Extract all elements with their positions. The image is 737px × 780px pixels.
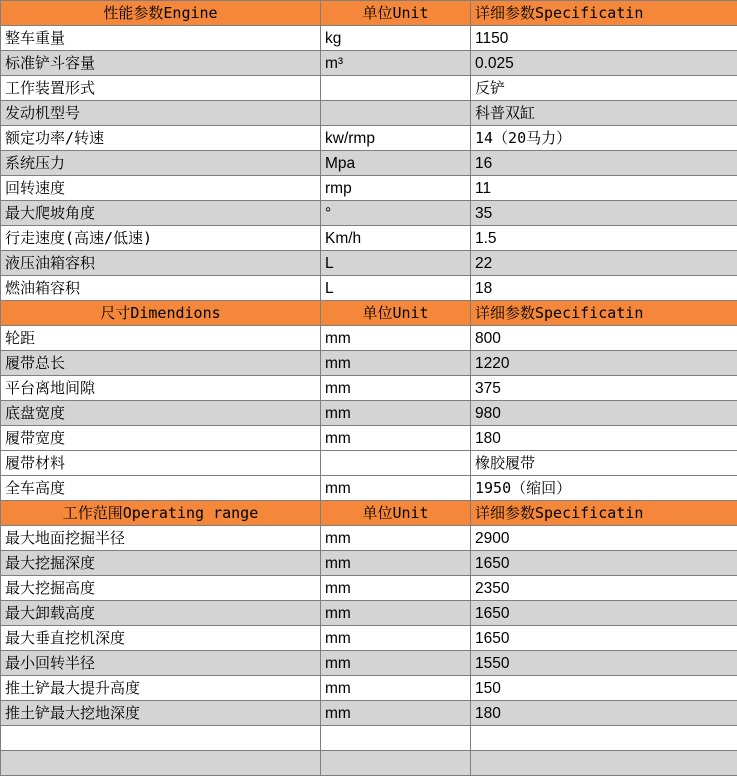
param-name: 额定功率/转速 bbox=[1, 126, 321, 151]
param-name: 最大挖掘高度 bbox=[1, 576, 321, 601]
param-unit: L bbox=[321, 251, 471, 276]
table-row bbox=[1, 126, 737, 151]
param-value: 14（20马力） bbox=[471, 126, 737, 151]
param-unit: mm bbox=[321, 701, 471, 726]
param-name: 平台离地间隙 bbox=[1, 376, 321, 401]
param-name: 发动机型号 bbox=[1, 101, 321, 126]
param-unit: rmp bbox=[321, 176, 471, 201]
table-row bbox=[1, 651, 737, 676]
dimensions-header-row bbox=[1, 301, 737, 326]
table-row bbox=[1, 376, 737, 401]
param-unit bbox=[321, 726, 471, 751]
section-title: 尺寸Dimendions bbox=[1, 301, 321, 326]
unit-header: 单位Unit bbox=[321, 301, 471, 326]
unit-header: 单位Unit bbox=[321, 1, 471, 26]
param-value: 1650 bbox=[471, 551, 737, 576]
param-unit bbox=[321, 101, 471, 126]
param-unit: mm bbox=[321, 626, 471, 651]
param-value bbox=[471, 726, 737, 751]
table-row bbox=[1, 476, 737, 501]
table-row bbox=[1, 201, 737, 226]
param-unit: Km/h bbox=[321, 226, 471, 251]
param-value bbox=[471, 751, 737, 776]
param-unit: mm bbox=[321, 551, 471, 576]
table-row bbox=[1, 701, 737, 726]
param-value: 22 bbox=[471, 251, 737, 276]
param-unit: mm bbox=[321, 476, 471, 501]
param-name bbox=[1, 726, 321, 751]
param-name: 最小回转半径 bbox=[1, 651, 321, 676]
param-value: 1550 bbox=[471, 651, 737, 676]
param-name: 最大卸载高度 bbox=[1, 601, 321, 626]
param-value: 35 bbox=[471, 201, 737, 226]
param-name: 最大地面挖掘半径 bbox=[1, 526, 321, 551]
param-name: 轮距 bbox=[1, 326, 321, 351]
param-unit: ° bbox=[321, 201, 471, 226]
table-row bbox=[1, 76, 737, 101]
param-name: 推土铲最大提升高度 bbox=[1, 676, 321, 701]
param-name: 全车高度 bbox=[1, 476, 321, 501]
param-value: 2900 bbox=[471, 526, 737, 551]
unit-header: 单位Unit bbox=[321, 501, 471, 526]
table-row bbox=[1, 726, 737, 751]
param-name: 燃油箱容积 bbox=[1, 276, 321, 301]
param-value: 980 bbox=[471, 401, 737, 426]
param-value: 800 bbox=[471, 326, 737, 351]
param-name: 履带材料 bbox=[1, 451, 321, 476]
param-name: 推土铲最大挖地深度 bbox=[1, 701, 321, 726]
param-unit: mm bbox=[321, 376, 471, 401]
param-unit: kw/rmp bbox=[321, 126, 471, 151]
param-name: 最大爬坡角度 bbox=[1, 201, 321, 226]
table-row bbox=[1, 176, 737, 201]
param-unit: L bbox=[321, 276, 471, 301]
param-unit: mm bbox=[321, 351, 471, 376]
table-row bbox=[1, 276, 737, 301]
param-value: 18 bbox=[471, 276, 737, 301]
table-row bbox=[1, 101, 737, 126]
table-row bbox=[1, 401, 737, 426]
spec-header: 详细参数Specificatin bbox=[471, 501, 737, 526]
param-value: 反铲 bbox=[471, 76, 737, 101]
param-value: 科普双缸 bbox=[471, 101, 737, 126]
param-name: 工作装置形式 bbox=[1, 76, 321, 101]
table-row bbox=[1, 576, 737, 601]
param-value: 16 bbox=[471, 151, 737, 176]
table-row bbox=[1, 526, 737, 551]
table-row bbox=[1, 751, 737, 776]
param-value: 1650 bbox=[471, 601, 737, 626]
table-row bbox=[1, 676, 737, 701]
param-unit: mm bbox=[321, 426, 471, 451]
table-row bbox=[1, 601, 737, 626]
param-value: 1650 bbox=[471, 626, 737, 651]
param-name: 回转速度 bbox=[1, 176, 321, 201]
spec-header: 详细参数Specificatin bbox=[471, 301, 737, 326]
param-unit: m³ bbox=[321, 51, 471, 76]
spec-table-body bbox=[1, 1, 737, 776]
param-value: 0.025 bbox=[471, 51, 737, 76]
param-unit: mm bbox=[321, 651, 471, 676]
table-row bbox=[1, 26, 737, 51]
param-value: 180 bbox=[471, 426, 737, 451]
param-name: 履带宽度 bbox=[1, 426, 321, 451]
table-row bbox=[1, 151, 737, 176]
param-value: 11 bbox=[471, 176, 737, 201]
param-unit: mm bbox=[321, 401, 471, 426]
param-unit: Mpa bbox=[321, 151, 471, 176]
param-name: 底盘宽度 bbox=[1, 401, 321, 426]
engine-header-row bbox=[1, 1, 737, 26]
param-name: 标准铲斗容量 bbox=[1, 51, 321, 76]
section-title: 工作范围Operating range bbox=[1, 501, 321, 526]
param-name bbox=[1, 751, 321, 776]
param-name: 整车重量 bbox=[1, 26, 321, 51]
param-unit bbox=[321, 751, 471, 776]
param-value: 1150 bbox=[471, 26, 737, 51]
table-row bbox=[1, 326, 737, 351]
param-value: 150 bbox=[471, 676, 737, 701]
param-name: 最大垂直挖机深度 bbox=[1, 626, 321, 651]
table-row bbox=[1, 451, 737, 476]
param-value: 180 bbox=[471, 701, 737, 726]
param-name: 履带总长 bbox=[1, 351, 321, 376]
param-value: 375 bbox=[471, 376, 737, 401]
param-value: 1950（缩回） bbox=[471, 476, 737, 501]
param-value: 1220 bbox=[471, 351, 737, 376]
param-unit bbox=[321, 451, 471, 476]
param-name: 行走速度(高速/低速) bbox=[1, 226, 321, 251]
table-row bbox=[1, 251, 737, 276]
param-name: 系统压力 bbox=[1, 151, 321, 176]
param-unit: mm bbox=[321, 326, 471, 351]
param-unit: kg bbox=[321, 26, 471, 51]
param-unit bbox=[321, 76, 471, 101]
table-row bbox=[1, 626, 737, 651]
table-row bbox=[1, 226, 737, 251]
operating-range-header-row bbox=[1, 501, 737, 526]
section-title: 性能参数Engine bbox=[1, 1, 321, 26]
table-row bbox=[1, 51, 737, 76]
param-value: 橡胶履带 bbox=[471, 451, 737, 476]
table-row bbox=[1, 426, 737, 451]
spec-header: 详细参数Specificatin bbox=[471, 1, 737, 26]
param-name: 液压油箱容积 bbox=[1, 251, 321, 276]
param-value: 2350 bbox=[471, 576, 737, 601]
param-unit: mm bbox=[321, 676, 471, 701]
param-value: 1.5 bbox=[471, 226, 737, 251]
table-row bbox=[1, 551, 737, 576]
table-row bbox=[1, 351, 737, 376]
param-unit: mm bbox=[321, 601, 471, 626]
param-unit: mm bbox=[321, 526, 471, 551]
param-unit: mm bbox=[321, 576, 471, 601]
param-name: 最大挖掘深度 bbox=[1, 551, 321, 576]
